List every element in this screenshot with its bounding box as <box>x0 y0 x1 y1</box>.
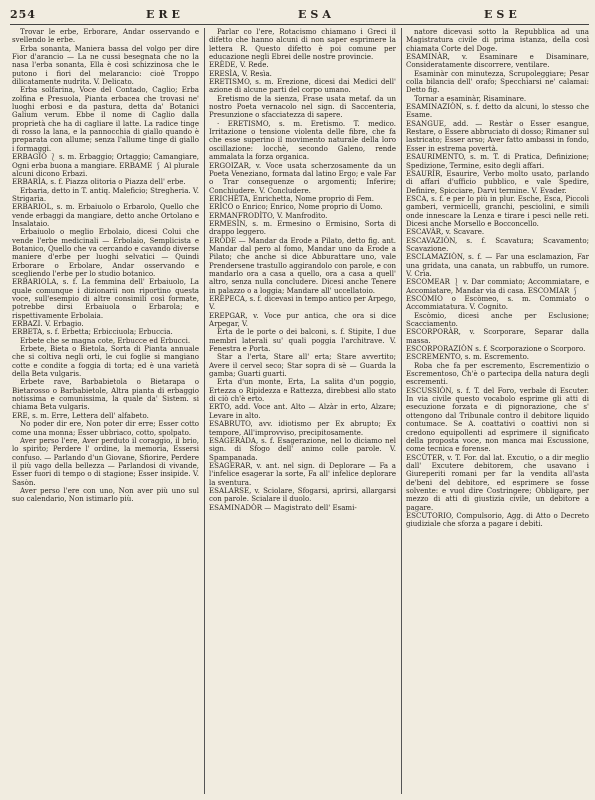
dictionary-entry: ESAURÌR, Esaurire, Verbo molto usato, parlando di affari d'ufficio pubblico, e vale Spedire, Definire, Spicciare, Darvi termine. V. Evader. <box>406 168 589 195</box>
text-column-middle <box>209 28 396 796</box>
dictionary-entry: Eretismo de la sienza, Frase usata metaf. da un nostro Poeta vernacolo nel sign. di Saccenteria, Presunzione o sfacciatezza di sapere. <box>209 93 396 120</box>
dictionary-entry: Erbaiuolo o meglio Erbolaio, dicesi Colui che vende l'erbe medicinali — Erbolaio, Semplicista e Botanico, Quello che va cercando e cavando diverse maniere d'erbe per luoghi selvatici — Quindi Erborare o Erbolare, Andar osservando e scegliendo l'erbe per lo studio botanico. <box>12 227 199 278</box>
dictionary-entry: ESCA, s. f. e per lo più in plur. Esche, Esca, Piccoli gamberi, vermicelli, granchi, pesciolini, e simili onde innescare la Lenza e tirare i pesci nelle reti. Dicesi anche Morsello e Bocconcello. <box>406 193 589 228</box>
page-number: 254 <box>10 8 36 21</box>
dictionary-entry: ERETISMO, s. m. Erezione, dicesi dai Medici dell' azione di alcune parti del corpo umano. <box>209 77 396 95</box>
dictionary-entry: ESCUSSIÒN, s. f. T. del Foro, verbale di Escuter. In via civile questo vocabolo esprime gli atti di esecuzione forzata e di pignorazione, che s' ottengono dal Tribunale contro il debitore liquido contumace. Se A. coattativi o coattivi non si credono equipollenti ad esprimere il significato della proposta voce, non manca mai Escussione, come tecnica e forense. <box>406 385 589 454</box>
dictionary-entry: ESALARSE, v. Sciolare, Sfogarsi, aprirsi, allargarsi con parole. Scialare il duolo. <box>209 485 396 504</box>
dictionary-entry: Parlar co l'ere, Rotacismo chiamano i Greci il difetto che hanno alcuni di non saper esprimere la lettera R. Questo difetto è poi comune per educazione negli Ebrei delle nostre provincie. <box>209 28 396 62</box>
dictionary-entry: Erbete rave, Barbabietola o Bietarapa o Bietarosso o Barbabietole, Altra pianta di erbaggio notissima e comunissima, la quale da' Sistem. si chiama Beta vulgaris. <box>12 377 199 412</box>
dictionary-entry: ESCUTORIO, Compulsorio, Agg. di Atto o Decreto giudiziale che sforza a pagare i debiti. <box>406 510 589 529</box>
dictionary-entry: Erbaria, detto in T. antiq. Maleficio; Stregheria. V. Strigarìa. <box>12 185 199 203</box>
dictionary-entry: Roba che fa per escremento, Escrementizio o Escrementoso, Ch'è o partecipa della natura degli escrementi. <box>406 360 589 387</box>
running-head-center: ESA <box>298 8 335 21</box>
column-divider <box>401 28 402 794</box>
dictionary-entry: ERMANFRODÌTO, V. Manfrodìto. <box>209 210 328 220</box>
dictionary-entry: ESCAVAZIÒN, s. f. Scavatura; Scavamento; Scavazione. <box>406 235 589 253</box>
header-rule <box>10 24 589 25</box>
dictionary-entry: ERBAGIO ⎱ s. m. Erbaggio; Ortaggio; Camangiare, Ogni erba buona a mangiare. ERBAME ⎰ Al plurale alcuni dicono Erbazi. <box>12 152 199 178</box>
dictionary-entry: Tornar a esaminàr, Risaminare. <box>414 93 527 103</box>
dictionary-entry: ERÌCO o Enrico; Enrico, Nome proprio di Uomo. <box>209 202 383 212</box>
running-head-right: ESE <box>484 8 521 21</box>
dictionary-entry: ESAURIMENTO, s. m. T. di Pratica, Definizione; Spedizione, Termine, esito degli affari. <box>406 152 589 170</box>
dictionary-entry: ESAMINADÒR — Magistrato dell' Esami- <box>209 502 357 512</box>
dictionary-entry: Erba sonanta, Maniera bassa del volgo per dire Fior d'arancio — La ne cussi besegnata che no la nasa l'erba sonanta, Ella è così schizzinosa che le putono i fiori del melarancio: cioè Troppo dilicatamente nudrita. V. Delicato. <box>12 43 199 87</box>
dictionary-entry: ESCLAMAZIÒN, s. f. — Far una esclamazion, Far una gridata, una canata, un rabbuffo, un rumore. V. Crìa. <box>406 252 589 278</box>
dictionary-entry: ESCOMEAR ⎱ v. Dar commiato; Accommiatare, e Accomiatare, Mandar via di casa. ESCOMIAR ⎰ <box>406 277 589 295</box>
dictionary-entry: ERGOIZAR, v. Voce usata scherzosamente da un Poeta Veneziano, formata dal latino Ergo; e vale Far o Trar conseguenze o argomenti; Inferire; Conchiudere. V. Concludere. <box>209 160 396 195</box>
text-column-right <box>406 28 589 796</box>
dictionary-entry: Erbete, Bieta o Bietola, Sorta di Pianta annuale che si coltiva negli orti, le cui foglie si mangiano cotte e condite a foggia di torta; ed è una varietà della Beta vulgaris. <box>12 344 199 379</box>
dictionary-entry: · ERETISMO, s. m. Eretismo. T. medico. Irritazione o tensione violenta delle fibre, che fa che esse superino il movimento naturale della loro oscillazione: locchè, secondo Galeno, rende ammalata la forza organica. <box>209 118 396 162</box>
dictionary-entry: ERICHÈTA, Enrichetta, Nome proprio di Fem. <box>209 193 374 203</box>
dictionary-entry: ERMESÌN, s. m. Ermesino o Ermisino, Sorta di drappo leggero. <box>209 218 396 237</box>
dictionary-entry: Erta d'un monte, Erta, La salita d'un poggio, Ertezza o Ripidezza e Rattezza, direbbesi allo stato di ciò ch'è erto. <box>209 377 396 404</box>
dictionary-entry: Escòmio, dicesi anche per Esclusione; Scacciamento. <box>406 310 589 329</box>
dictionary-entry: ESABRUTO, avv. idiotismo per Ex abrupto; Ex tempore, All'improvviso, precipitosamente. <box>209 419 396 437</box>
dictionary-entry: ERÒDE — Mandar da Erode a Pilato, detto fig. ant. Mandar dal pero al fomo, Mandar uno da Erode a Pilato; che anche si dice Abburattare uno, vale Prendersene trastullo aggirandolo con parole, e con mandarlo ora a casa a quello, ora a casa a quell' altro, senza nulla concludere. Dicesi anche Tenere in palazzo o a loggia; Mandare all' uccellatoio. <box>209 235 396 295</box>
text-column-left <box>12 28 199 796</box>
dictionary-entry: Aver perso l'ere, Aver perduto il coraggio, il brio, lo spirito; Perdere l' ordine, la memoria, Essersi confuso. — Parlando d'un Giovane, Sfiorire, Perdere il più vago della bellezza — Parlandosi di vivande, Esser fuori di tempo o di stagione; Esser insipide. V. Sasòn. <box>12 435 199 487</box>
dictionary-entry: ESAMINAZIÒN, s. f. detto da alcuni, lo stesso che Esame. <box>406 102 589 120</box>
dictionary-entry: ERE, s. m. Erre, Lettera dell' alfabeto. <box>12 410 149 420</box>
running-header <box>10 8 589 24</box>
dictionary-entry: Erba solfarina, Voce del Contado, Caglio; Erba zolfina e Presuola, Pianta erbacea che trovasi ne' luoghi erbosi e da pastura, detta da' Botanici Galium verum. Ebbe il nome di Caglio dalla proprietà che ha di cagliare il latte. La radice tinge di rosso la lana, e la pannocchia di giallo quando è preparata con allume; senza l'allume tinge di giallo i formaggi. <box>12 85 199 153</box>
dictionary-entry: ESAGERÀDA, s. f. Esagerazione, nel lo diciamo nel sign. di Sfogo dell' animo colle parole. V. Spampanada. <box>209 435 396 462</box>
dictionary-entry: Star a l'erta, Stare all' erta; Stare avvertito; Avere il cervel seco; Star sopra di sè — Guarda la gamba; Guarti guarti. <box>209 352 396 379</box>
dictionary-entry: Erbete che se magna cote, Erbucce ed Erbucci. <box>20 335 191 345</box>
dictionary-entry: natore dicevasi sotto la Repubblica ad una Magistratura civile di prima istanza, della così chiamata Corte del Doge. <box>406 28 589 53</box>
dictionary-entry: EREPGAR, v. Voce pur antica, che ora si dice Arpegar, V. <box>209 310 396 329</box>
dictionary-entry: No poder dir ere, Non poter dir erre; Esser cotto come una monna; Esser ubbriaco, cotto, spolpato. <box>12 419 199 437</box>
dictionary-entry: ERBARÌA, s. f. Piazza olitoria o Piazza dell' erbe. <box>12 177 186 187</box>
dictionary-entry: ERBETA, s. f. Erbetta; Erbicciuola; Erbuccia. <box>12 327 173 337</box>
dictionary-entry: ERBARIOL, s. m. Erbaiuolo o Erbarolo, Quello che vende erbaggi da mangiare, detto anche Ortolano e Insalataio. <box>12 202 199 228</box>
dictionary-entry: ESCORPORAZIÒN s. f. Scorporazione o Scorporo. <box>406 344 586 354</box>
column-divider <box>204 28 205 794</box>
dictionary-entry: ESCORPORÀR, v. Scorporare, Separar dalla massa. <box>406 327 589 345</box>
dictionary-entry: ESANGUE, add. — Restàr o Esser esangue, Restare, o Essere abbruciato di dosso; Rimaner sul lastricato; Esser arso; Aver fatto ambassi in fondo, Esser in estrema povertà. <box>406 118 589 153</box>
dictionary-entry: ERBAZI. V. Erbagio. <box>12 319 84 329</box>
dictionary-entry: Esaminàr con minutezza, Scrupoleggiare; Pesar colla bilancia dell' orafo; Specchiarsi ne' calamai: Detto fig. <box>406 68 589 95</box>
dictionary-entry: ESCREMENTO, s. m. Escremento. <box>406 352 529 362</box>
dictionary-entry: Erta de le porte o dei balconi, s. f. Stipite, I due membri laterali su' quali poggia l'architrave. V. Fenestra e Porta. <box>209 327 396 354</box>
dictionary-entry: ERTO, add. Voce ant. Alto — Alzàr in erto, Alzare; Levare in alto. <box>209 402 396 420</box>
dictionary-entry: ESCAVÀR, v. Scavare. <box>406 227 485 237</box>
dictionary-entry: Aver perso l'ere con uno, Non aver più uno sul suo calendario, Non istimarlo più. <box>12 485 199 504</box>
dictionary-entry: ERESÌA, V. Resìa. <box>209 68 272 78</box>
running-head-left: ERE <box>146 8 184 21</box>
dictionary-entry: ERBARIOLA, s. f. La femmina dell' Erbaiuolo, La quale comunque i dizionarii non riportino questa voce, sull'esempio di altre consimili così formate, potrebbe dirsi Erbaiuola o Erbarola; e rispettivamente Erbolaia. <box>12 277 199 320</box>
dictionary-entry: Trovar le erbe, Erborare, Andar osservando e svellendo le erbe. <box>12 28 199 45</box>
dictionary-entry: ESAMINÀR, v. Esaminare e Disaminare, Consideratamente discorrere, ventilare. <box>406 52 589 70</box>
dictionary-entry: ERÈPECA, s. f. dicevasi in tempo antico per Arpego, V. <box>209 294 396 312</box>
dictionary-entry: ESAGERAR, v. ant. nel sign. di Deplorare — Fa a l'infelice esagerar la sorte, Fa all' infelice deplorare la sventura. <box>209 460 396 487</box>
dictionary-entry: ESCÙTER, v. T. For. dal lat. Excutio, o a dir meglio dall' Excutere debitorem, che usavano i Giureperiti romani per far la vendita all'asta de'beni del debitore, ed esprimere se fosse solvente: e vuol dire Costringere; Obbligare, per mezzo di atti di giustizia civile, un debitore a pagare. <box>406 452 589 512</box>
dictionary-entry: ERÈDE, V. Rede. <box>209 60 269 70</box>
dictionary-entry: ESCÒMIO o Escòmeo, s. m. Commiato o Accommiatatura. V. Cognito. <box>406 294 589 312</box>
